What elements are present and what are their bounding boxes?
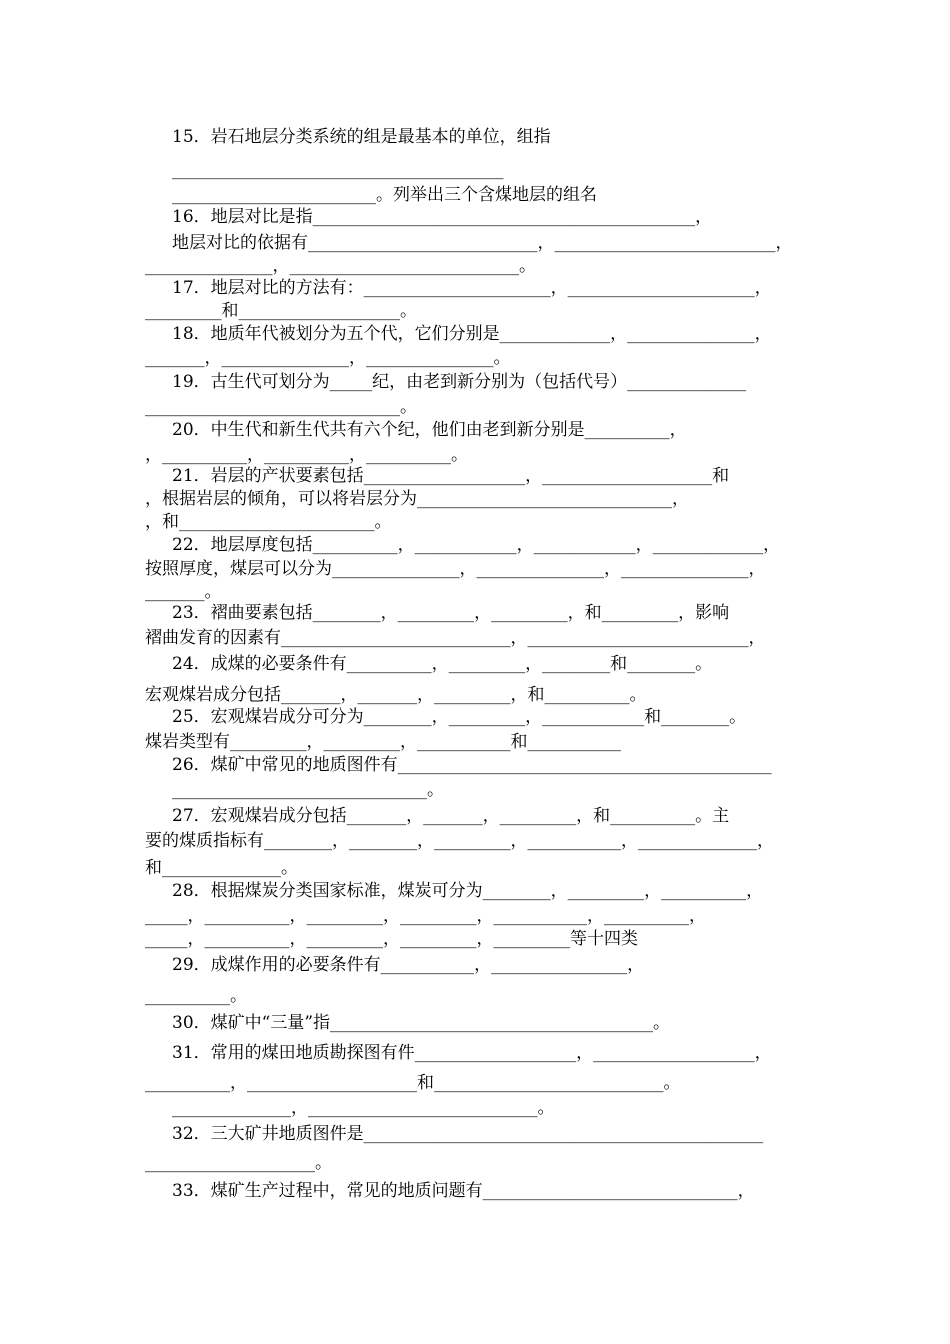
text-line: 23．褶曲要素包括________，_________，_________，和_________，影响 — [172, 603, 730, 623]
text-line: _____，__________，_________，_________，_________等十四类 — [145, 929, 638, 949]
text-line: _______________，___________________________。 — [145, 256, 536, 276]
text-line: ______________________________。 — [172, 780, 444, 800]
text-line: _________和___________________。 — [145, 301, 417, 321]
text-line: ________________________。列举出三个含煤地层的组名 — [172, 185, 597, 205]
text-line: 18．地质年代被划分为五个代，它们分别是_____________，_______________， — [172, 324, 772, 344]
text-line: 15．岩石地层分类系统的组是最基本的单位，组指 — [172, 127, 551, 147]
text-line: _______________________________________ — [172, 160, 504, 180]
text-line: 17．地层对比的方法有：______________________，______________________， — [172, 278, 772, 298]
text-line: 宏观煤岩成分包括_______，_______，_________，和__________。 — [145, 685, 647, 705]
text-line: 24．成煤的必要条件有__________，_________，________和________。 — [172, 654, 713, 674]
text-line: 22．地层厚度包括__________，____________，____________，_____________， — [172, 535, 781, 555]
text-line: 26．煤矿中常见的地质图件有____________________________________________ — [172, 755, 772, 775]
text-line: 21．岩层的产状要素包括___________________，____________________和 — [172, 466, 730, 486]
text-line: 20．中生代和新生代共有六个纪，他们由老到新分别是__________， — [172, 420, 687, 440]
text-line: 褶曲发育的因素有___________________________，__________________________， — [145, 628, 766, 648]
text-line: 30．煤矿中“三量”指______________________________________。 — [172, 1013, 671, 1033]
text-line: 要的煤质指标有________，________，_________，___________，______________， — [145, 831, 774, 851]
text-line: _______，_______________，_______________。 — [145, 348, 511, 368]
text-line: ____________________。 — [145, 1153, 332, 1173]
text-line: 32．三大矿井地质图件是_______________________________________________ — [172, 1124, 764, 1144]
text-line: ______________，___________________________。 — [172, 1098, 555, 1118]
text-line: 33．煤矿生产过程中，常见的地质问题有______________________________， — [172, 1181, 755, 1201]
text-line: 地层对比的依据有___________________________，__________________________， — [172, 233, 793, 253]
text-line: ，__________，__________，__________。 — [145, 445, 468, 465]
text-line: 煤岩类型有_________，_________，___________和___________ — [145, 732, 621, 752]
text-line: 31．常用的煤田地质勘探图有件___________________，___________________， — [172, 1043, 772, 1063]
text-line: 按照厚度，煤层可以分为_______________，_______________，_______________， — [145, 559, 766, 579]
text-line: 16．地层对比是指_____________________________________________， — [172, 207, 713, 227]
text-line: 27．宏观煤岩成分包括_______，_______，_________，和__________。主 — [172, 806, 730, 826]
text-line: 和______________。 — [145, 858, 298, 878]
text-line: _______。 — [145, 582, 222, 602]
text-line: ______________________________。 — [145, 397, 417, 417]
text-line: __________，____________________和___________________________。 — [145, 1073, 681, 1093]
text-line: __________。 — [145, 986, 247, 1006]
text-line: 28．根据煤炭分类国家标准，煤炭可分为________，_________，__________， — [172, 881, 764, 901]
text-line: ，和_______________________。 — [145, 512, 392, 532]
text-line: ，根据岩层的倾角，可以将岩层分为______________________________， — [145, 489, 689, 509]
text-line: 19．古生代可划分为_____纪，由老到新分别为（包括代号）______________ — [172, 372, 747, 392]
text-line: 25．宏观煤岩成分可分为________，_________，____________和________。 — [172, 707, 747, 727]
text-line: _____，__________，_________，_________，___________，__________， — [145, 906, 706, 926]
text-line: 29．成煤作用的必要条件有___________，________________， — [172, 955, 645, 975]
